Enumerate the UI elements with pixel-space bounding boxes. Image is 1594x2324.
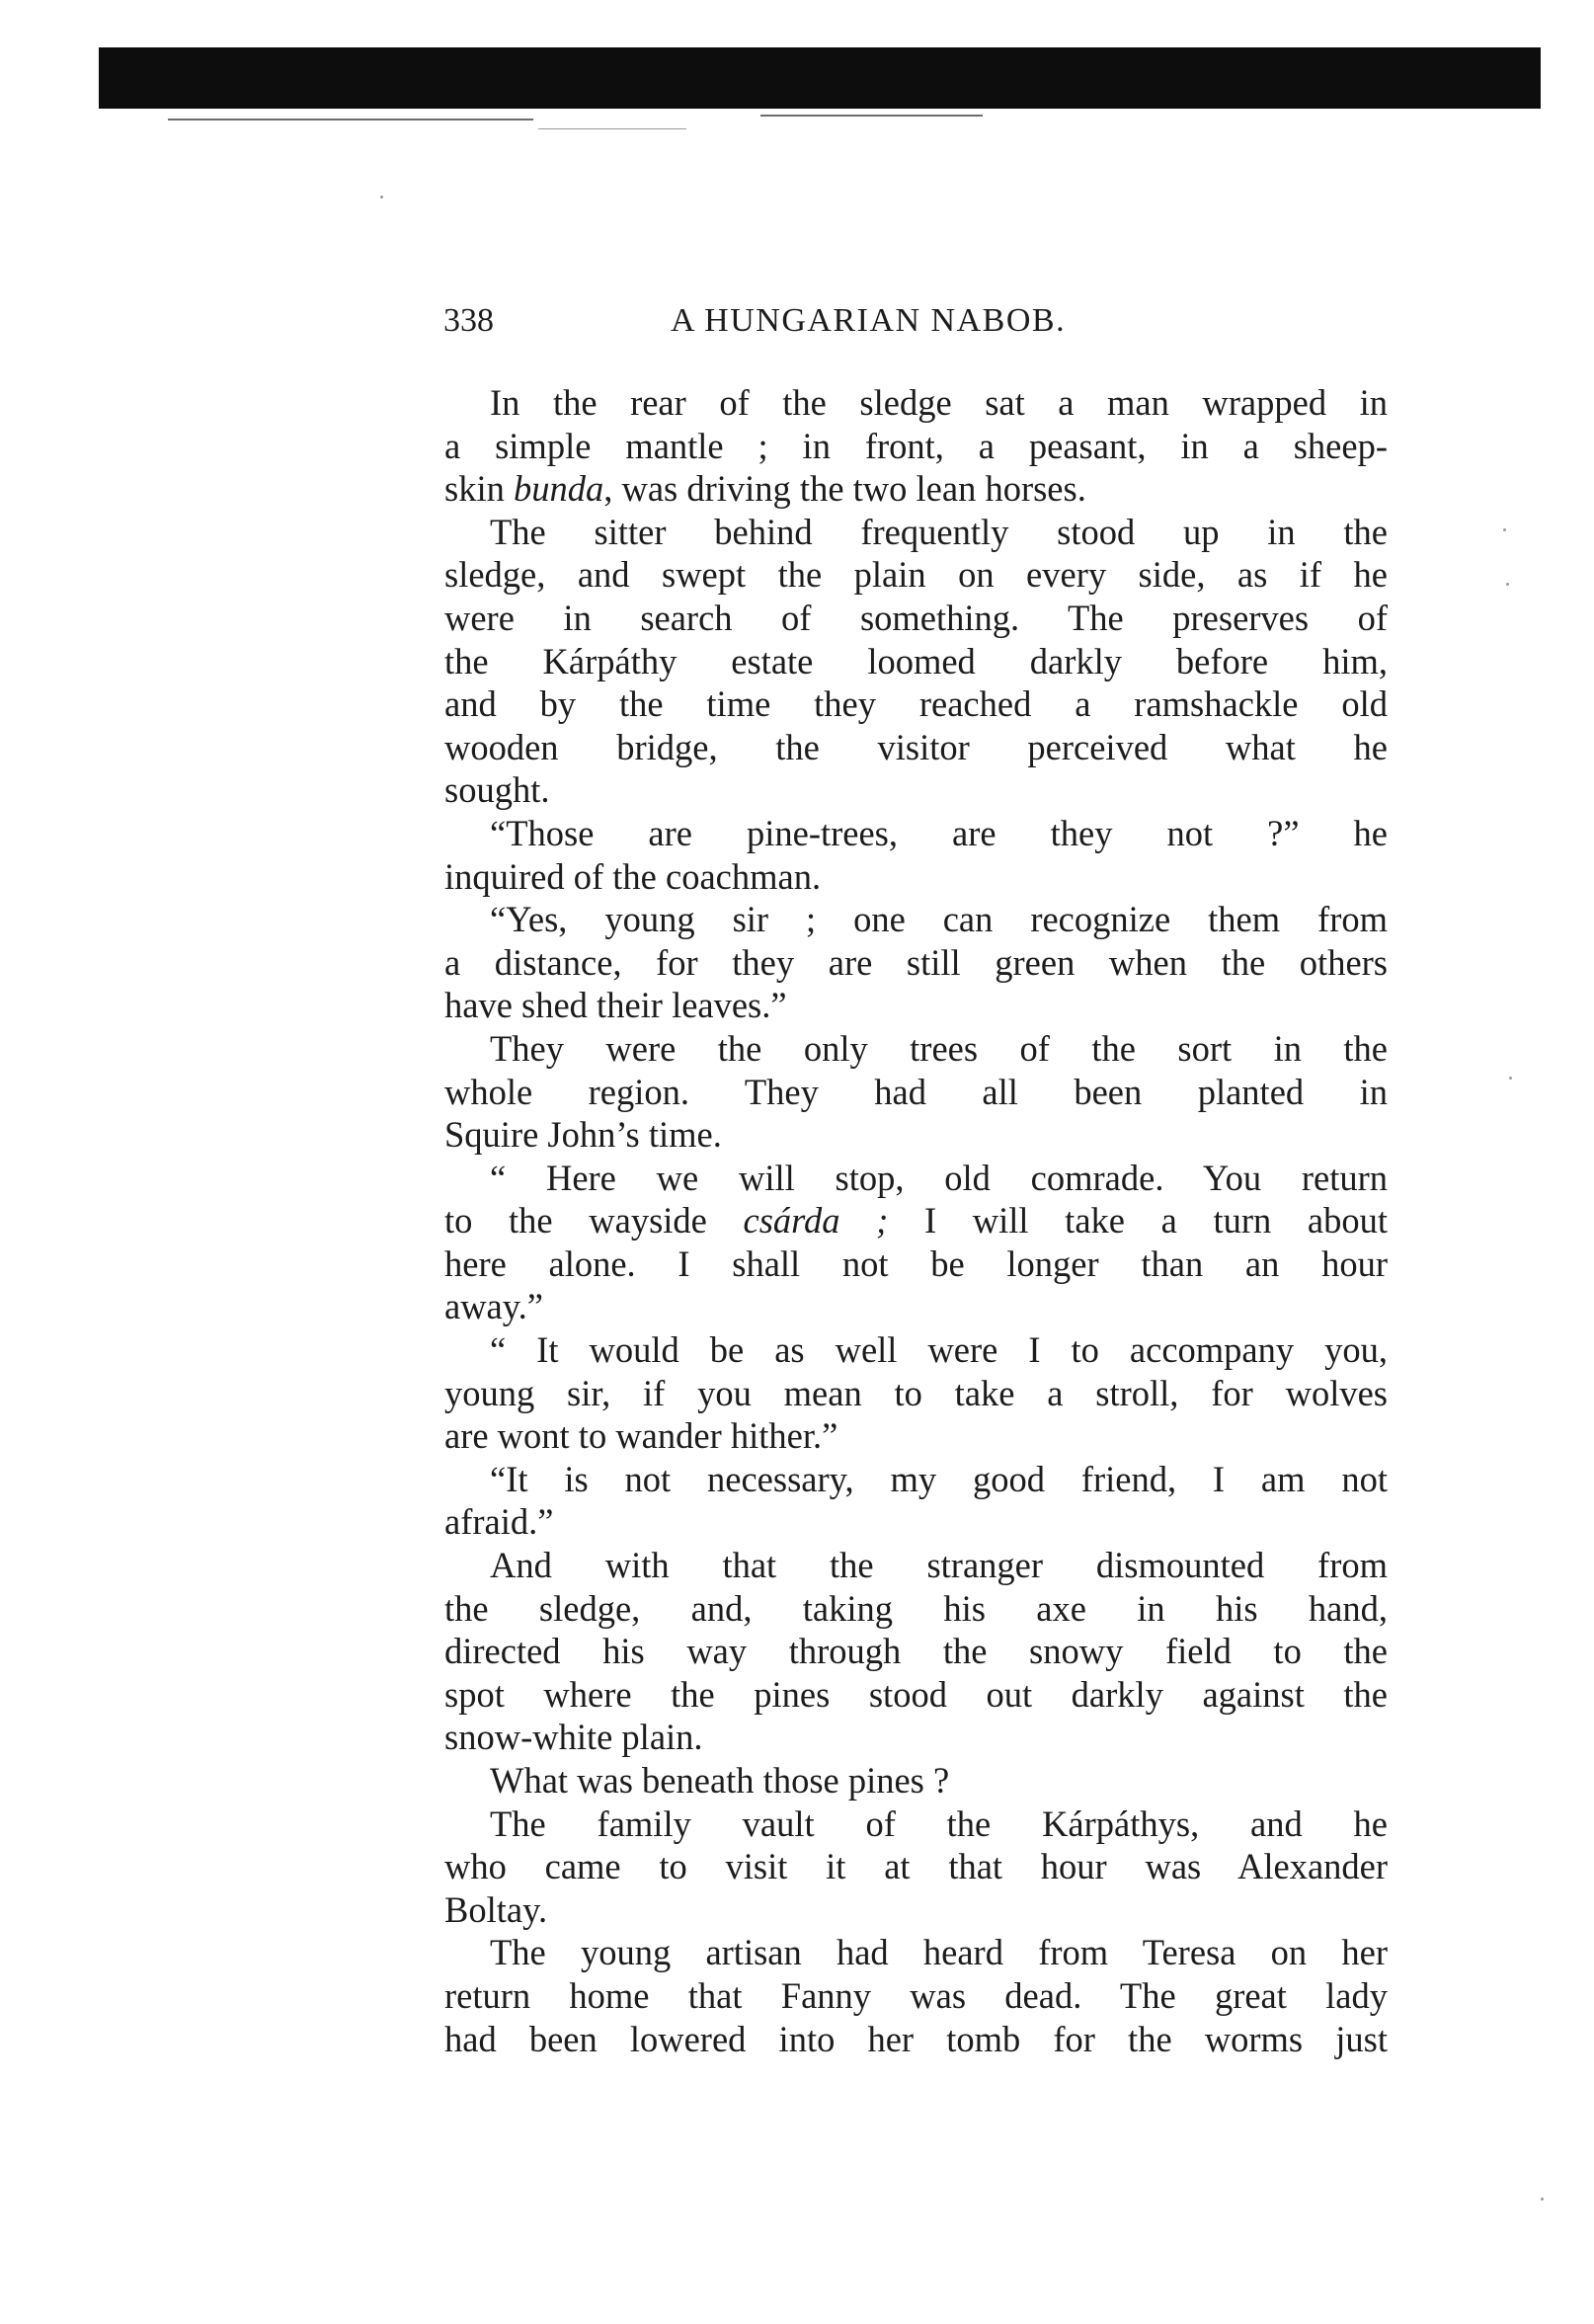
text-line bbox=[444, 467, 1388, 511]
text-line bbox=[444, 1027, 1388, 1071]
text-line bbox=[444, 597, 1388, 640]
text-run: away.” bbox=[444, 1286, 543, 1327]
text-line bbox=[444, 1845, 1388, 1888]
scan-rule-mark bbox=[538, 128, 686, 129]
scan-top-edge-bar bbox=[99, 47, 1541, 109]
text-line bbox=[444, 1328, 1388, 1372]
running-title: A HUNGARIAN NABOB. bbox=[671, 302, 1067, 339]
page-number: 338 bbox=[443, 302, 494, 339]
text-line bbox=[444, 941, 1388, 985]
text-line bbox=[444, 1458, 1388, 1501]
text-line bbox=[444, 381, 1388, 425]
scan-speck bbox=[380, 196, 383, 199]
text-line bbox=[444, 1544, 1388, 1587]
text-run: here alone. I shall not be longer than an hour bbox=[444, 1242, 1388, 1284]
text-line bbox=[444, 855, 1388, 899]
text-run: had been lowered into her tomb for the worms just bbox=[444, 2018, 1388, 2059]
text-line bbox=[444, 2018, 1388, 2061]
text-run: I will take a turn about bbox=[888, 1200, 1388, 1242]
text-run: who came to visit it at that hour was Alexander bbox=[444, 1846, 1388, 1887]
italic-text: csárda ; bbox=[743, 1200, 889, 1242]
text-line bbox=[444, 812, 1388, 855]
text-run: the sledge, and, taking his axe in his hand, bbox=[444, 1587, 1388, 1629]
text-run: The young artisan had heard from Teresa on her bbox=[490, 1932, 1388, 1973]
text-run: afraid.” bbox=[444, 1501, 554, 1543]
text-run: are wont to wander hither.” bbox=[444, 1415, 838, 1457]
text-run: a simple mantle ; in front, a peasant, in a sheep- bbox=[444, 425, 1388, 466]
text-run: They were the only trees of the sort in the bbox=[490, 1027, 1388, 1069]
text-run: return home that Fanny was dead. The great lady bbox=[444, 1974, 1388, 2016]
text-line bbox=[444, 511, 1388, 554]
scan-speck bbox=[1541, 2198, 1544, 2201]
page-header bbox=[443, 301, 1392, 341]
text-line bbox=[444, 1285, 1388, 1328]
text-line bbox=[444, 1242, 1388, 1286]
body-text bbox=[444, 381, 1388, 2060]
text-run: a distance, for they are still green when the others bbox=[444, 941, 1388, 983]
text-line bbox=[444, 768, 1388, 812]
text-line bbox=[444, 1414, 1388, 1458]
text-run: Boltay. bbox=[444, 1888, 548, 1930]
text-run: The family vault of the Kárpáthys, and he bbox=[490, 1803, 1388, 1844]
text-run: “ Here we will stop, old comrade. You return bbox=[490, 1157, 1388, 1198]
text-run: to the wayside bbox=[444, 1200, 744, 1242]
text-run: Squire John’s time. bbox=[444, 1114, 722, 1156]
scan-rule-mark bbox=[760, 115, 983, 117]
text-run: “Yes, young sir ; one can recognize them from bbox=[490, 899, 1388, 940]
text-run: young sir, if you mean to take a stroll, for wolves bbox=[444, 1372, 1388, 1413]
text-line bbox=[444, 1587, 1388, 1631]
text-run: inquired of the coachman. bbox=[444, 855, 822, 897]
text-run: directed his way through the snowy field to the bbox=[444, 1631, 1388, 1672]
text-line bbox=[444, 1630, 1388, 1673]
scan-speck bbox=[1506, 583, 1509, 586]
text-line bbox=[444, 984, 1388, 1027]
text-line bbox=[444, 1071, 1388, 1114]
text-run: were in search of something. The preserves of bbox=[444, 597, 1388, 638]
text-line bbox=[444, 425, 1388, 468]
text-run: “Those are pine-trees, are they not ?” he bbox=[490, 812, 1388, 853]
text-line bbox=[444, 1157, 1388, 1200]
text-run: In the rear of the sledge sat a man wrapped in bbox=[490, 382, 1388, 423]
text-line bbox=[444, 1372, 1388, 1415]
text-line bbox=[444, 726, 1388, 769]
text-line bbox=[444, 682, 1388, 726]
text-run: skin bbox=[444, 468, 514, 510]
text-run: “It is not necessary, my good friend, I am not bbox=[490, 1458, 1388, 1499]
text-line bbox=[444, 1673, 1388, 1717]
text-run: whole region. They had all been planted in bbox=[444, 1071, 1388, 1112]
text-run: snow-white plain. bbox=[444, 1717, 703, 1758]
text-line bbox=[444, 1888, 1388, 1932]
text-line bbox=[444, 1199, 1388, 1242]
text-line bbox=[444, 553, 1388, 597]
text-run: And with that the stranger dismounted from bbox=[490, 1545, 1388, 1586]
text-line bbox=[444, 898, 1388, 941]
text-line bbox=[444, 1113, 1388, 1157]
text-line bbox=[444, 1500, 1388, 1544]
scan-rule-mark bbox=[168, 119, 533, 120]
text-line bbox=[444, 1974, 1388, 2018]
text-run: sought. bbox=[444, 769, 550, 811]
text-run: sledge, and swept the plain on every side, as if he bbox=[444, 554, 1388, 596]
text-run: and by the time they reached a ramshackle old bbox=[444, 683, 1388, 725]
text-line bbox=[444, 1803, 1388, 1846]
text-run: the Kárpáthy estate loomed darkly before him, bbox=[444, 640, 1388, 681]
scan-speck bbox=[1503, 528, 1506, 531]
text-line bbox=[444, 1716, 1388, 1759]
italic-text: bunda bbox=[513, 468, 604, 510]
text-run: have shed their leaves.” bbox=[444, 985, 787, 1026]
text-line bbox=[444, 640, 1388, 683]
text-run: “ It would be as well were I to accompany you, bbox=[490, 1329, 1388, 1371]
text-run: What was beneath those pines ? bbox=[490, 1760, 950, 1801]
text-line bbox=[444, 1759, 1388, 1803]
text-run: The sitter behind frequently stood up in the bbox=[490, 511, 1388, 552]
scan-speck bbox=[1509, 1077, 1512, 1080]
text-run: , was driving the two lean horses. bbox=[603, 468, 1086, 510]
text-line bbox=[444, 1931, 1388, 1974]
text-run: wooden bridge, the visitor perceived what he bbox=[444, 726, 1388, 767]
text-run: spot where the pines stood out darkly against the bbox=[444, 1673, 1388, 1715]
